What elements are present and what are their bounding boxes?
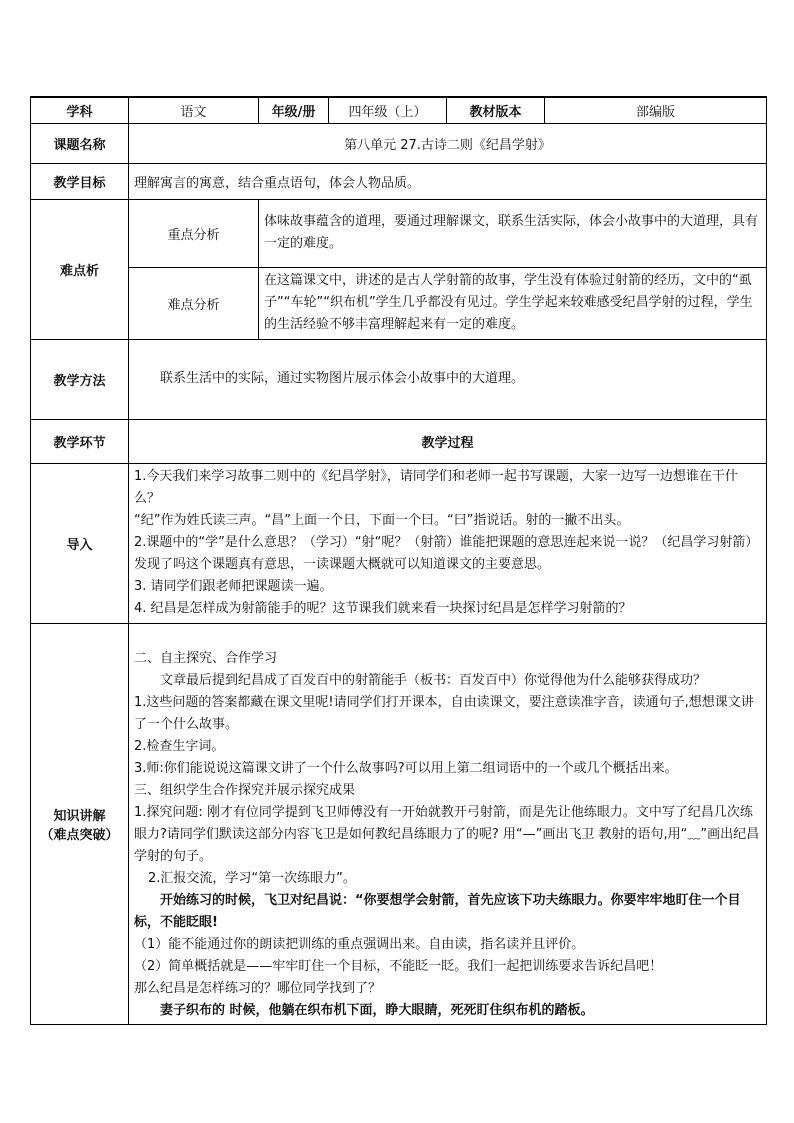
lesson-title: 第八单元 27.古诗二则《纪昌学射》 — [129, 123, 767, 163]
difficulty-label: 难点析 — [31, 199, 129, 339]
header-row — [31, 97, 767, 123]
lesson-label: 课题名称 — [31, 123, 129, 163]
subject-label: 学科 — [31, 97, 129, 123]
section-3-para-1: 1.探究问题: 刚才有位同学提到飞卫师傅没有一开始就教开弓射箭，而是先让他练眼力。文中写了纪昌几次练眼力?请同学们默读这部分内容飞卫是如何教纪昌练眼力了的呢? 用“—”画出飞卫 教射的语句,用“﹏”画出纪昌学射的句子。 — [134, 804, 760, 864]
question-1: （1）能不能通过你的朗读把训练的重点强调出来。自由读，指名读并且评价。 — [134, 936, 585, 952]
section-2-para-1: 文章最后提到纪昌成了百发百中的射箭能手（板书：百发百中）你觉得他为什么能够获得成功？ — [160, 672, 707, 688]
intro-content — [129, 463, 767, 623]
lesson-plan-table — [30, 96, 767, 1025]
key-analysis-label: 重点分析 — [129, 199, 259, 267]
intro-line-4: 3. 请同学们跟老师把课题读一遍。 — [134, 579, 333, 594]
goal-text: 理解寓言的寓意，结合重点语句，体会人物品质。 — [129, 163, 767, 199]
section-3-para-2: 2.汇报交流，学习“第一次练眼力”。 — [148, 870, 356, 886]
method-row — [31, 339, 767, 419]
goal-label: 教学目标 — [31, 163, 129, 199]
difficulty-hard-row — [31, 267, 767, 339]
question-2: （2）简单概括就是——牢牢盯住一个目标，不能眨一眨。我们一起把训练要求告诉纪昌吧！ — [134, 958, 663, 974]
intro-row — [31, 463, 767, 623]
intro-label: 导入 — [31, 463, 129, 623]
subject-value: 语文 — [129, 97, 259, 123]
grade-label: 年级/册 — [259, 97, 329, 123]
method-label: 教学方法 — [31, 339, 129, 419]
hard-analysis-text: 在这篇课文中，讲述的是古人学射箭的故事，学生没有体验过射箭的经历，文中的“虱子”“车轮”“织布机”学生几乎都没有见过。学生学起来较难感受纪昌学射的过程，学生的生活经验不够丰富理解起来有一定的难度。 — [259, 267, 767, 339]
spacer — [134, 626, 761, 648]
difficulty-key-row — [31, 199, 767, 267]
intro-line-3: 2.课题中的“学”是什么意思？（学习）“射“呢？（射箭）谁能把课题的意思连起来说一说？（纪昌学习射箭）发现了吗这个课题真有意思，一读课题大概就可以知道课文的主要意思。 — [134, 535, 759, 572]
text-quote-1: 开始练习的时候，飞卫对纪昌说：“你要想学会射箭，首先应该下功夫练眼力。你要牢牢地盯住一个目标，不能眨眼! — [134, 892, 741, 930]
knowledge-label: 知识讲解 — [53, 808, 106, 824]
text-quote-2: 妻子织布的 时候，他躺在织布机下面，睁大眼睛，死死盯住织布机的踏板。 — [160, 1002, 594, 1018]
question-3: 那么纪昌是怎样练习的？哪位同学找到了？ — [134, 980, 382, 996]
intro-line-5: 4. 纪昌是怎样成为射箭能手的呢？这节课我们就来看一块探讨纪昌是怎样学习射箭的？ — [134, 601, 632, 616]
edition-label: 教材版本 — [447, 97, 545, 123]
grade-value: 四年级（上） — [329, 97, 447, 123]
knowledge-sublabel: （难点突破） — [40, 827, 119, 843]
knowledge-label-cell — [31, 623, 129, 1024]
intro-line-1: 1.今天我们来学习故事二则中的《纪昌学射》，请同学们和老师一起书写课题，大家一边写一边想谁在干什么？ — [134, 469, 738, 506]
section-2-para-3: 2.检查生字词。 — [134, 738, 225, 754]
lesson-row — [31, 123, 767, 163]
goal-row — [31, 163, 767, 199]
section-3-title: 三、组织学生合作探究并展示探究成果 — [134, 782, 356, 798]
knowledge-content — [129, 623, 767, 1024]
intro-line-2: “纪”作为姓氏读三声。“昌”上面一个日，下面一个曰。“曰”指说话。射的一撇不出头。 — [134, 513, 630, 528]
hard-analysis-label: 难点分析 — [129, 267, 259, 339]
process-header-row — [31, 419, 767, 463]
section-2-title: 二、自主探究、合作学习 — [134, 650, 278, 666]
edition-value: 部编版 — [545, 97, 767, 123]
key-analysis-text: 体味故事蕴含的道理，要通过理解课文，联系生活实际，体会小故事中的大道理，具有一定的难度。 — [259, 199, 767, 267]
method-text: 联系生活中的实际，通过实物图片展示体会小故事中的大道理。 — [129, 339, 767, 419]
process-stage-label: 教学环节 — [31, 419, 129, 463]
knowledge-row — [31, 623, 767, 1024]
section-2-para-2: 1.这些问题的答案都藏在课文里呢!请同学们打开课本，自由读课文，要注意读准字音，读通句子,想想课文讲了一个什么故事。 — [134, 694, 754, 732]
process-title: 教学过程 — [129, 419, 767, 463]
section-2-para-4: 3.师:你们能说说这篇课文讲了一个什么故事吗?可以用上第二组词语中的一个或几个概括出来。 — [134, 760, 678, 776]
